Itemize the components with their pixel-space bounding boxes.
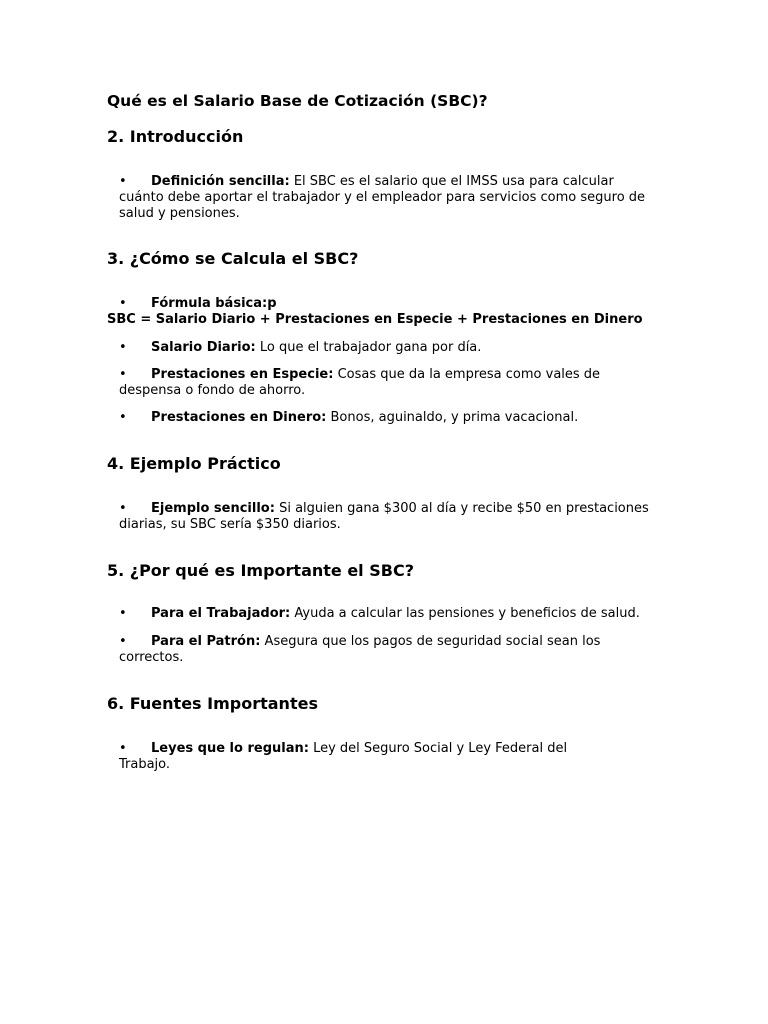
bullet-icon: • (119, 367, 127, 382)
item-text: Cosas que da la empresa como vales de despensa o fondo de ahorro. (119, 367, 601, 398)
formula-text: SBC = Salario Diario + Prestaciones en Especie + Prestaciones en Dinero (107, 312, 643, 327)
formula-label: Fórmula básica:p (151, 296, 277, 311)
section-heading-calculo: 3. ¿Cómo se Calcula el SBC? (107, 249, 359, 268)
section-heading-fuentes: 6. Fuentes Importantes (107, 694, 318, 713)
list-item (119, 606, 664, 622)
list-item (119, 741, 584, 773)
item-label: Ejemplo sencillo: (151, 501, 275, 516)
section-heading-importancia: 5. ¿Por qué es Importante el SBC? (107, 561, 414, 580)
item-text: Lo que el trabajador gana por día. (255, 340, 482, 355)
section-heading-ejemplo: 4. Ejemplo Práctico (107, 454, 281, 473)
bullet-icon: • (119, 340, 127, 355)
list-item (119, 634, 619, 666)
item-label: Prestaciones en Dinero: (151, 410, 327, 425)
list-item (119, 410, 664, 426)
item-text: Si alguien gana $300 al día y recibe $50 en prestaciones diarias, su SBC sería $350 diarios. (119, 501, 649, 532)
item-label: Salario Diario: (151, 340, 256, 355)
item-text: El SBC es el salario que el IMSS usa para calcular cuánto debe aportar el trabajador y el empleador para servicios como seguro de salud y pensiones. (119, 174, 646, 221)
item-label: Para el Trabajador: (151, 606, 291, 621)
document-title: Qué es el Salario Base de Cotización (SBC)? (107, 92, 488, 110)
list-item (119, 174, 649, 222)
bullet-icon: • (119, 606, 127, 621)
item-label: Leyes que lo regulan: (151, 741, 309, 756)
item-text: Asegura que los pagos de seguridad social sean los correctos. (119, 634, 601, 665)
bullet-icon: • (119, 174, 127, 189)
list-item (119, 296, 664, 312)
item-text: Ley del Seguro Social y Ley Federal del Trabajo. (119, 741, 568, 772)
bullet-icon: • (119, 741, 127, 756)
list-item (119, 340, 664, 356)
item-label: Prestaciones en Especie: (151, 367, 334, 382)
item-label: Definición sencilla: (151, 174, 290, 189)
bullet-icon: • (119, 296, 127, 311)
list-item (119, 501, 664, 533)
item-text: Bonos, aguinaldo, y prima vacacional. (326, 410, 579, 425)
item-label: Para el Patrón: (151, 634, 261, 649)
item-text: Ayuda a calcular las pensiones y beneficios de salud. (290, 606, 640, 621)
bullet-icon: • (119, 634, 127, 649)
bullet-icon: • (119, 501, 127, 516)
list-item (119, 367, 639, 399)
section-heading-introduccion: 2. Introducción (107, 127, 244, 146)
bullet-icon: • (119, 410, 127, 425)
